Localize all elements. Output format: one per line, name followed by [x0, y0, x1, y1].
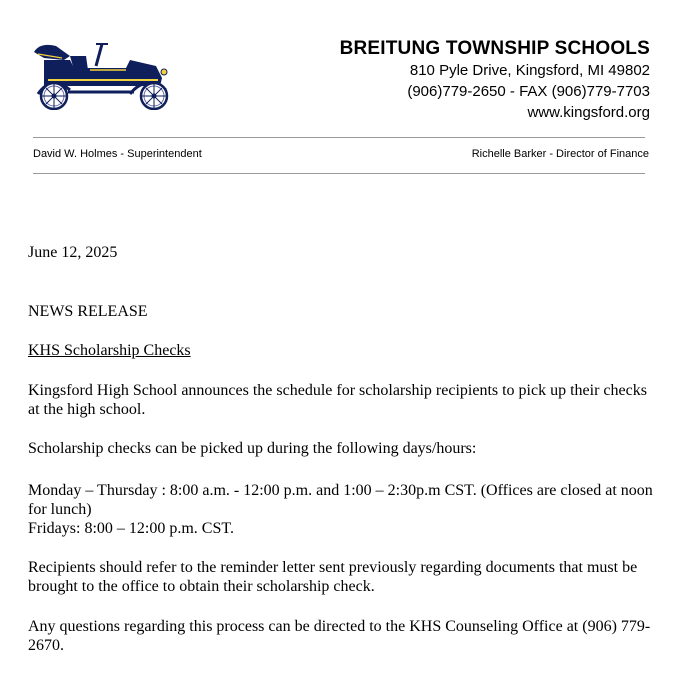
schedule-weekdays: Monday – Thursday : 8:00 a.m. - 12:00 p.m. and 1:00 – 2:30p.m CST. (Offices are closed at noon for lunch) [28, 482, 653, 518]
header-divider-top [33, 137, 645, 138]
org-phone-fax: (906)779-2650 - FAX (906)779-7703 [407, 83, 650, 100]
subject-line [28, 341, 653, 360]
superintendent-name: David W. Holmes - Superintendent [33, 148, 202, 160]
release-label: NEWS RELEASE [28, 303, 148, 320]
paragraph-announcement: Kingsford High School announces the schedule for scholarship recipients to pick up their checks at the high school. [28, 382, 647, 418]
org-website: www.kingsford.org [527, 104, 650, 121]
letter-date: June 12, 2025 [28, 244, 118, 261]
org-address: 810 Pyle Drive, Kingsford, MI 49802 [409, 62, 650, 79]
schedule-block [28, 481, 653, 538]
finance-director-name: Richelle Barker - Director of Finance [471, 148, 649, 160]
schedule-fridays: Fridays: 8:00 – 12:00 p.m. CST. [28, 520, 234, 537]
letterhead [340, 38, 650, 123]
header-divider-bottom [33, 173, 645, 174]
antique-car-icon [30, 38, 176, 110]
subject-text: KHS Scholarship Checks [28, 342, 191, 359]
paragraph-reminder: Recipients should refer to the reminder letter sent previously regarding documents that must be brought to the office to obtain their scholarship check. [28, 559, 638, 595]
org-name: BREITUNG TOWNSHIP SCHOOLS [339, 38, 650, 59]
paragraph-pickup-intro: Scholarship checks can be picked up during the following days/hours: [28, 440, 477, 457]
paragraph-contact: Any questions regarding this process can be directed to the KHS Counseling Office at (906) 779-2670. [28, 618, 651, 654]
